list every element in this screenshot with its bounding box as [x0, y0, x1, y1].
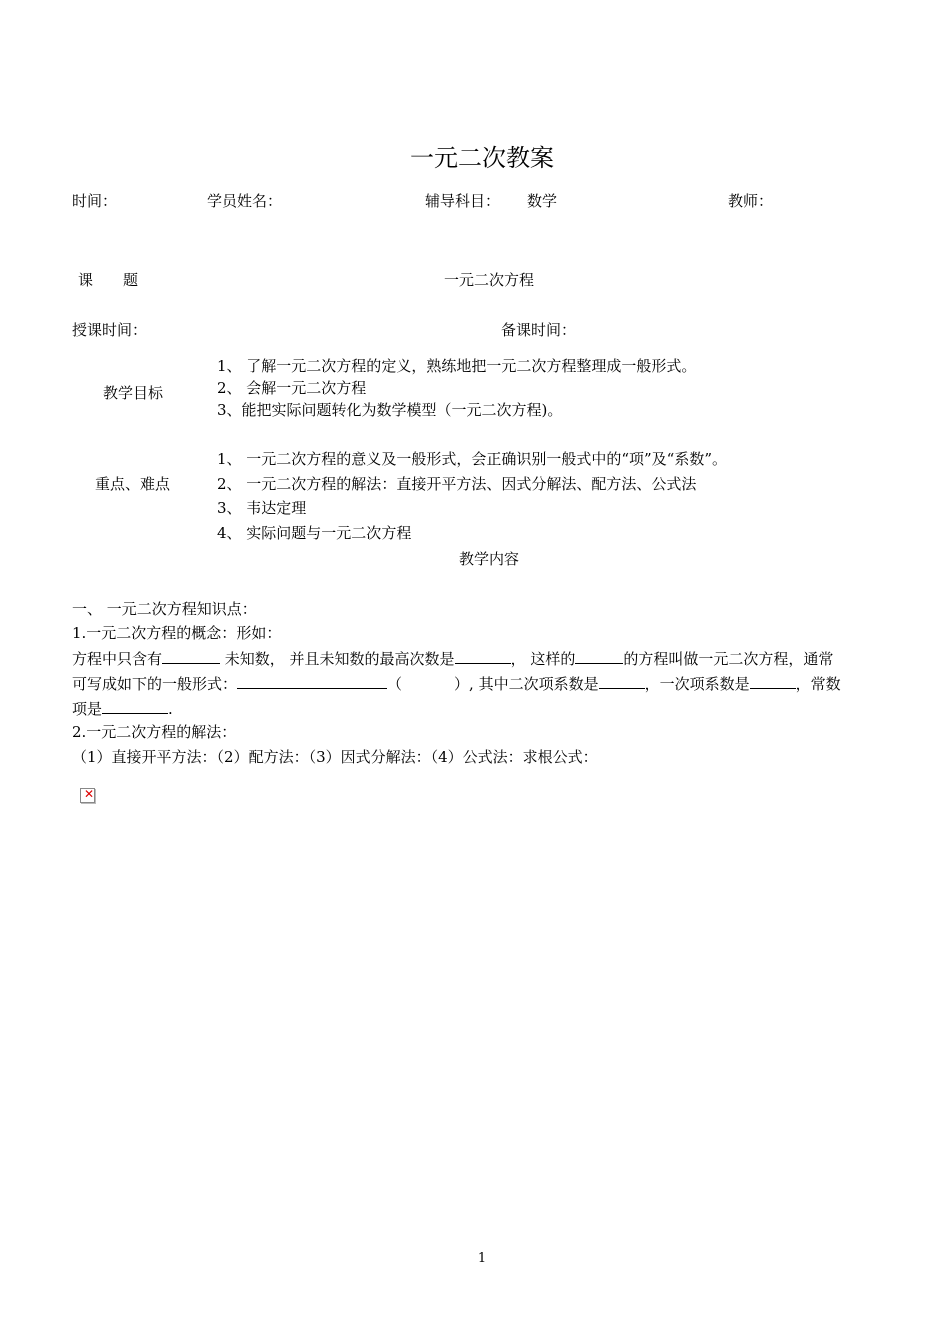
objectives-label: 教学目标	[103, 384, 164, 402]
concept-line-3	[72, 697, 173, 719]
blank-field	[750, 672, 796, 689]
objective-item: 2、 会解一元二次方程	[217, 379, 367, 397]
teacher-label: 教师：	[728, 192, 774, 210]
objective-item: 1、 了解一元二次方程的定义，熟练地把一元二次方程整理成一般形式。	[217, 357, 697, 375]
section-heading: 一、 一元二次方程知识点：	[72, 600, 257, 618]
blank-field	[162, 647, 220, 664]
topic-label: 课 题	[78, 271, 139, 289]
blank-field	[102, 697, 168, 714]
concept-text: 项是	[72, 700, 103, 718]
key-point-item: 4、 实际问题与一元二次方程	[217, 524, 412, 542]
time-label: 时间：	[72, 192, 118, 210]
broken-image-icon: ✕	[80, 788, 95, 803]
class-time-label: 授课时间：	[72, 321, 148, 339]
key-points-label: 重点、难点	[95, 475, 171, 493]
blank-field	[575, 647, 623, 664]
blank-field	[237, 672, 387, 689]
concept-text: （	[387, 675, 403, 693]
concept-line-2	[72, 672, 912, 694]
solutions-heading: 2.一元二次方程的解法：	[72, 723, 237, 741]
concept-text: .	[168, 700, 173, 718]
concept-line-1	[72, 647, 912, 669]
concept-text: ， 这样的	[510, 650, 576, 668]
key-point-item: 1、 一元二次方程的意义及一般形式，会正确识别一般式中的“项”及“系数”。	[217, 450, 727, 468]
content-heading: 教学内容	[459, 550, 520, 568]
subject-label: 辅导科目：	[425, 192, 501, 210]
concept-heading: 1.一元二次方程的概念：形如：	[72, 624, 282, 642]
page-number: 1	[477, 1251, 487, 1266]
blank-field	[599, 672, 645, 689]
concept-text: 方程中只含有	[72, 650, 163, 668]
concept-text: 未知数， 并且未知数的最高次数是	[220, 650, 455, 668]
subject-value: 数学	[527, 192, 558, 210]
concept-text: 的方程叫做一元二次方程，通常	[623, 650, 834, 668]
concept-text: ，常数	[795, 675, 841, 693]
key-point-item: 3、 韦达定理	[217, 499, 307, 517]
solutions-methods: （1）直接开平方法：（2）配方法：（3）因式分解法：（4）公式法：求根公式：	[72, 748, 598, 766]
key-point-item: 2、 一元二次方程的解法：直接开平方法、因式分解法、配方法、公式法	[217, 475, 697, 493]
student-name-label: 学员姓名：	[207, 192, 283, 210]
concept-text: ）, 其中二次项系数是	[454, 675, 599, 693]
document-title: 一元二次教案	[410, 144, 554, 172]
topic-value: 一元二次方程	[444, 271, 535, 289]
blank-field	[455, 647, 511, 664]
objective-item: 3、能把实际问题转化为数学模型（一元二次方程)。	[217, 401, 563, 419]
concept-text: 可写成如下的一般形式：	[72, 675, 238, 693]
prep-time-label: 备课时间：	[501, 321, 577, 339]
concept-text: ，一次项系数是	[644, 675, 750, 693]
